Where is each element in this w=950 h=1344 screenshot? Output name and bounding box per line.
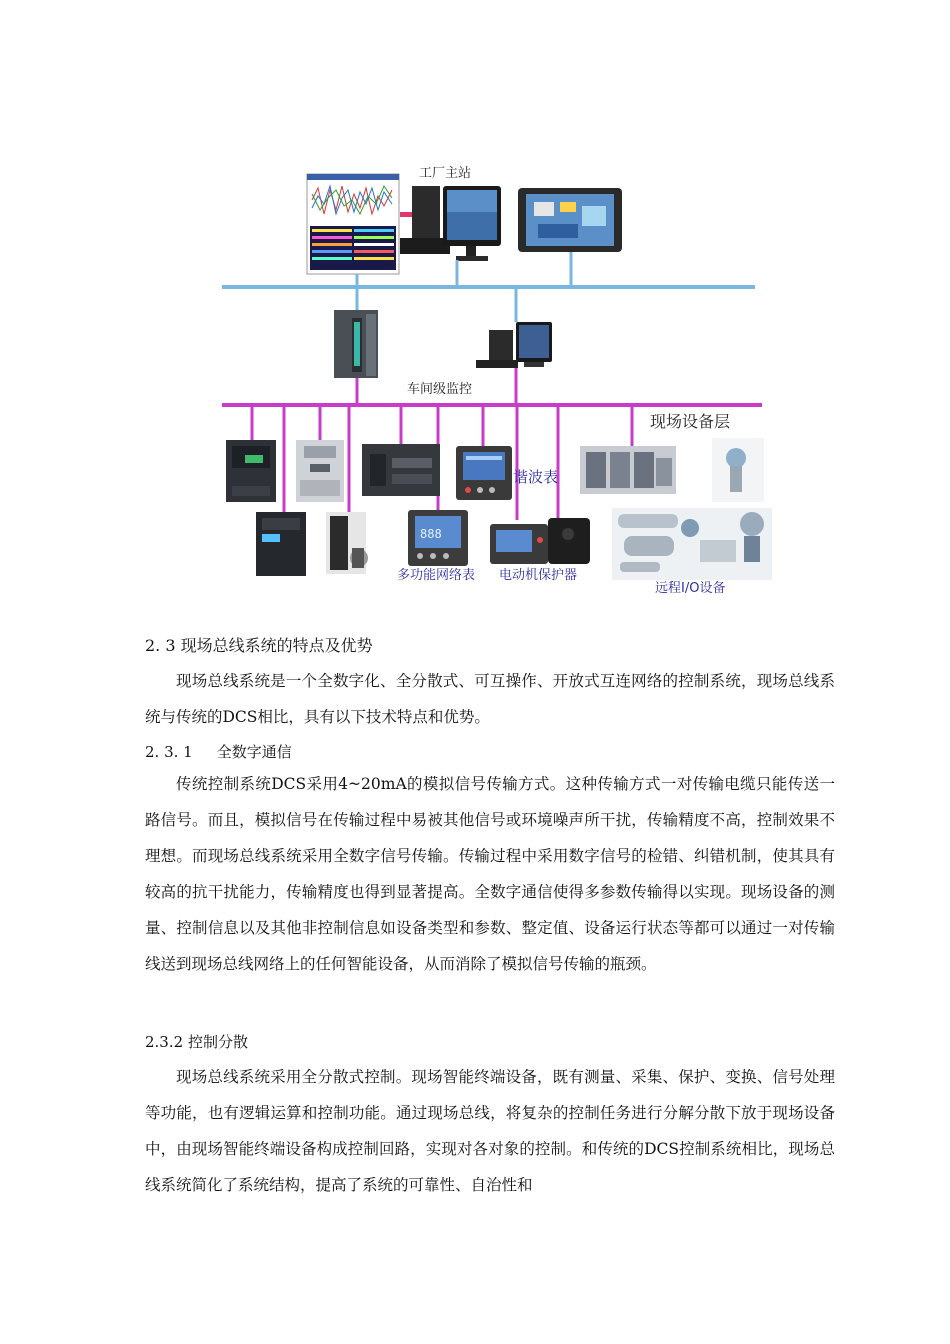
intro-paragraph: 现场总线系统是一个全数字化、全分散式、可互操作、开放式互连网络的控制系统，现场总线系统与传统的DCS相比，具有以下技术特点和优势。 bbox=[145, 672, 835, 726]
network-diagram bbox=[0, 0, 950, 620]
subsection-number-1: 2. 3. 1 bbox=[145, 743, 193, 761]
subsection-heading-2 bbox=[145, 1032, 835, 1052]
paragraph-decentralized-control: 现场总线系统采用全分散式控制。现场智能终端设备，既有测量、采集、保护、变换、信号处理等功能，也有逻辑运算和控制功能。通过现场总线，将复杂的控制任务进行分解分散下放于现场设备中，由现场智能终端设备构成控制回路，实现对各对象的控制。和传统的DCS控制系统相比，现场总线系统简化了系统结构，提高了系统的可靠性、自治性和 bbox=[145, 1068, 835, 1194]
label-remote-io: 远程I/O设备 bbox=[655, 581, 726, 596]
label-workshop-monitor: 车间级监控 bbox=[407, 382, 473, 397]
plc-io-module bbox=[362, 444, 440, 496]
label-plant-station: 工厂主站 bbox=[419, 166, 472, 181]
subsection-number-2: 2.3.2 bbox=[145, 1033, 184, 1051]
section-heading: 2. 3 现场总线系统的特点及优势 bbox=[145, 636, 373, 655]
motor-protector-sensor bbox=[548, 518, 590, 564]
trend-chart-screenshot bbox=[307, 174, 399, 274]
hmi-touch-panel bbox=[518, 188, 622, 252]
label-motor-protector: 电动机保护器 bbox=[499, 568, 578, 583]
workshop-workstation bbox=[476, 322, 552, 368]
multifunction-meter bbox=[408, 510, 468, 566]
field-instruments-group bbox=[612, 508, 772, 580]
inverter-a bbox=[226, 440, 276, 502]
subsection-title-1: 全数字通信 bbox=[216, 743, 292, 761]
label-multi-meter: 多功能网络表 bbox=[397, 568, 476, 583]
servo-drive-motor bbox=[326, 512, 368, 574]
soft-starter bbox=[296, 440, 344, 502]
label-field-layer: 现场设备层 bbox=[650, 412, 731, 431]
pressure-transmitter bbox=[712, 438, 764, 502]
subsection-title-2: 控制分散 bbox=[187, 1033, 248, 1051]
inverter-b bbox=[256, 512, 306, 576]
paragraph-digital-communication: 传统控制系统DCS采用4~20mA的模拟信号传输方式。这种传输方式一对传输电缆只能传送一路信号。而且，模拟信号在传输过程中易被其他信号或环境噪声所干扰，传输精度不高，控制效果不理想。而现场总线系统采用全数字信号传输。传输过程中采用数字信号的检错、纠错机制，使其具有较高的抗干扰能力，传输精度也得到显著提高。全数字通信使得多参数传输得以实现。现场设备的测量、控制信息以及其他非控制信息如设备类型和参数、整定值、设备运行状态等都可以通过一对传输线送到现场总线网络上的任何智能设备，从而消除了模拟信号传输的瓶颈。 bbox=[145, 775, 835, 973]
motor-protector bbox=[490, 524, 548, 564]
subsection-heading-1 bbox=[145, 742, 835, 762]
remote-io-rack bbox=[580, 446, 676, 494]
svg-text:888: 888 bbox=[420, 527, 442, 541]
plant-workstation bbox=[400, 186, 501, 261]
plc-controller bbox=[334, 310, 378, 378]
label-harmonic-meter: 谐波表 bbox=[513, 468, 559, 486]
harmonic-meter bbox=[456, 446, 512, 500]
